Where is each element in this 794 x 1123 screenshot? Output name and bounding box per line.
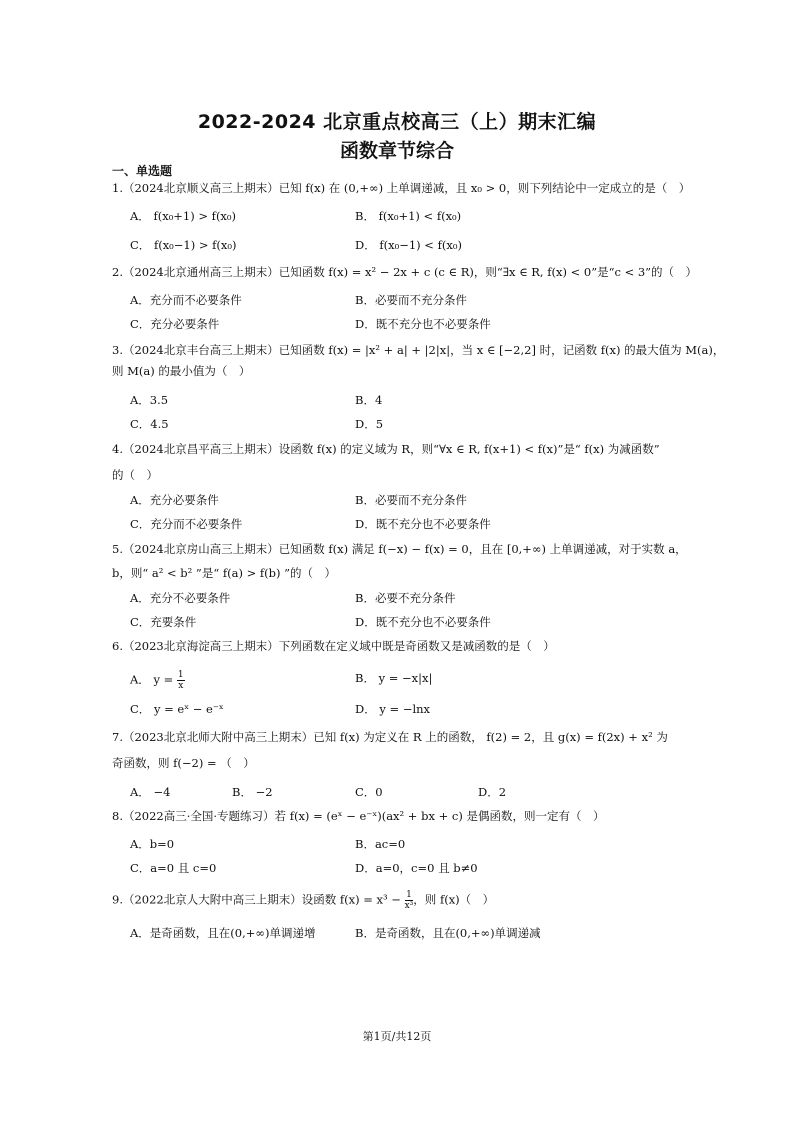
question-6-option-d: D． y = −lnx bbox=[355, 702, 431, 716]
fraction-numerator: 1 bbox=[177, 670, 184, 680]
question-6-option-a-label: A． y = bbox=[130, 672, 177, 687]
question-6-option-c: C． y = eˣ − e⁻ˣ bbox=[130, 702, 224, 716]
question-4-option-c: C．充分而不必要条件 bbox=[130, 517, 243, 531]
question-4-option-d: D．既不充分也不必要条件 bbox=[355, 517, 491, 531]
question-2-stem: 2.（2024北京通州高三上期末）已知函数 f(x) = x² − 2x + c (c ∈ R)，则“∃x ∈ R, f(x) < 0”是“c < 3”的（ ） bbox=[112, 265, 698, 279]
question-9-stem bbox=[112, 890, 697, 911]
question-1-option-a: A． f(x₀+1) > f(x₀) bbox=[130, 209, 237, 223]
question-2-option-a: A．充分而不必要条件 bbox=[130, 293, 242, 307]
question-4-option-b: B．必要而不充分条件 bbox=[355, 493, 467, 507]
question-8-stem: 8.（2022高三·全国·专题练习）若 f(x) = (eˣ − e⁻ˣ)(ax² + bx + c) 是偶函数，则一定有（ ） bbox=[112, 809, 605, 823]
question-8-option-a: A．b=0 bbox=[130, 837, 175, 851]
page-subtitle: 函数章节综合 bbox=[339, 140, 454, 162]
question-9-stem-text: 9.（2022北京人大附中高三上期末）设函数 f(x) = x³ − bbox=[112, 892, 405, 907]
question-7-stem: 7.（2023北京北师大附中高三上期末）已知 f(x) 为定义在 R 上的函数， f(2) = 2，且 g(x) = f(2x) + x² 为 bbox=[112, 730, 668, 744]
question-8-option-d: D．a=0，c=0 且 b≠0 bbox=[355, 861, 478, 875]
question-5-option-a: A．充分不必要条件 bbox=[130, 591, 231, 605]
page-title: 2022-2024 北京重点校高三（上）期末汇编 bbox=[197, 111, 597, 133]
question-5-option-d: D．既不充分也不必要条件 bbox=[355, 615, 491, 629]
section-heading: 一、单选题 bbox=[112, 164, 173, 178]
question-5-stem: 5.（2024北京房山高三上期末）已知函数 f(x) 满足 f(−x) − f(x) = 0，且在 [0,+∞) 上单调递减，对于实数 a， bbox=[112, 542, 687, 556]
question-8-option-c: C．a=0 且 c=0 bbox=[130, 861, 217, 875]
question-3-stem: 3.（2024北京丰台高三上期末）已知函数 f(x) = |x² + a| + |2|x|，当 x ∈ [−2,2] 时，记函数 f(x) 的最大值为 M(a)， bbox=[112, 343, 725, 357]
fraction bbox=[177, 670, 185, 691]
fraction-denominator: x bbox=[178, 681, 184, 691]
fraction-numerator: 1 bbox=[406, 890, 412, 900]
page-footer: 第1页/共12页 bbox=[362, 1030, 432, 1043]
question-3-option-d: D．5 bbox=[355, 417, 384, 431]
question-5-option-b: B．必要不充分条件 bbox=[355, 591, 456, 605]
fraction-denominator: x³ bbox=[404, 901, 414, 911]
question-7-option-d: D．2 bbox=[478, 785, 507, 799]
question-9-stem-tail: ，则 f(x)（ ） bbox=[413, 892, 495, 907]
question-3-option-b: B．4 bbox=[355, 393, 383, 407]
question-3-option-c: C．4.5 bbox=[130, 417, 169, 431]
question-4-option-a: A．充分必要条件 bbox=[130, 493, 219, 507]
question-2-option-d: D．既不充分也不必要条件 bbox=[355, 317, 491, 331]
fraction bbox=[405, 890, 414, 911]
question-2-option-b: B．必要而不充分条件 bbox=[355, 293, 467, 307]
question-1-option-b: B． f(x₀+1) < f(x₀) bbox=[355, 209, 462, 223]
question-6-option-b: B． y = −x|x| bbox=[355, 671, 433, 685]
question-9-option-a: A．是奇函数，且在(0,+∞)单调递增 bbox=[130, 926, 316, 940]
question-3-option-a: A．3.5 bbox=[130, 393, 169, 407]
question-2-option-c: C．充分必要条件 bbox=[130, 317, 220, 331]
question-1-option-c: C． f(x₀−1) > f(x₀) bbox=[130, 238, 237, 252]
question-7-stem-cont: 奇函数，则 f(−2) = （ ） bbox=[112, 756, 255, 770]
question-9-option-b: B．是奇函数，且在(0,+∞)单调递减 bbox=[355, 926, 541, 940]
question-5-option-c: C．充要条件 bbox=[130, 615, 197, 629]
question-6-stem: 6.（2023北京海淀高三上期末）下列函数在定义域中既是奇函数又是减函数的是（ ） bbox=[112, 639, 555, 653]
question-6-option-a bbox=[130, 670, 185, 691]
question-4-stem-cont: 的（ ） bbox=[112, 468, 158, 482]
question-3-stem-cont: 则 M(a) 的最小值为（ ） bbox=[112, 364, 251, 378]
question-7-option-b: B． −2 bbox=[232, 785, 273, 799]
question-8-option-b: B．ac=0 bbox=[355, 837, 406, 851]
question-4-stem: 4.（2024北京昌平高三上期末）设函数 f(x) 的定义域为 R，则“∀x ∈ R, f(x+1) < f(x)”是“ f(x) 为减函数” bbox=[112, 442, 660, 456]
question-7-option-c: C．0 bbox=[355, 785, 383, 799]
question-1-stem: 1.（2024北京顺义高三上期末）已知 f(x) 在 (0,+∞) 上单调递减，且 x₀ > 0，则下列结论中一定成立的是（ ） bbox=[112, 181, 691, 195]
question-5-stem-cont: b，则“ a² < b² ”是“ f(a) > f(b) ”的（ ） bbox=[112, 566, 337, 580]
question-1-option-d: D． f(x₀−1) < f(x₀) bbox=[355, 238, 462, 252]
question-7-option-a: A． −4 bbox=[130, 785, 171, 799]
